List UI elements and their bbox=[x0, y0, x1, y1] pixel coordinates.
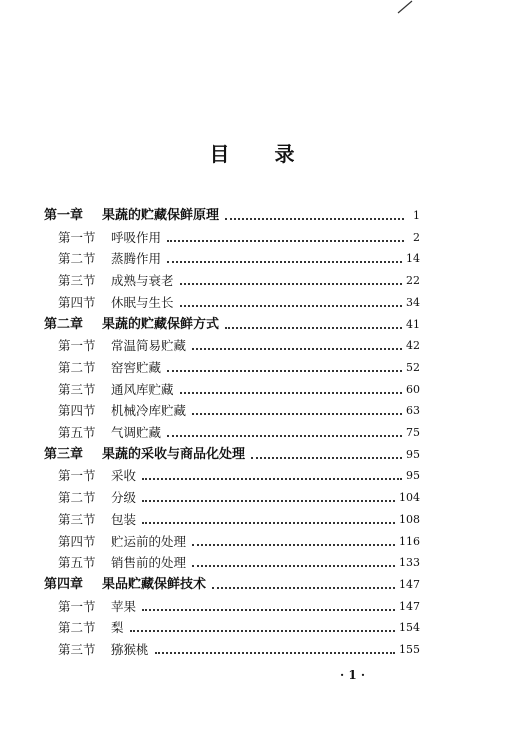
chapter-title: 果品贮藏保鲜技术 bbox=[102, 576, 207, 592]
section-title: 成熟与衰老 bbox=[111, 273, 174, 289]
toc-page-number: 22 bbox=[406, 274, 420, 288]
dot-leader bbox=[251, 457, 402, 459]
toc-page-number: 133 bbox=[399, 556, 420, 570]
chapter-title: 果蔬的贮藏保鲜方式 bbox=[102, 316, 220, 332]
section-title: 常温简易贮藏 bbox=[111, 338, 187, 354]
toc-page-number: 63 bbox=[406, 404, 420, 418]
toc-page-number: 75 bbox=[406, 426, 420, 439]
section-number: 第三节 bbox=[58, 511, 96, 527]
toc-page-number: 95 bbox=[406, 447, 420, 461]
toc-entry-label bbox=[58, 468, 136, 484]
dot-leader bbox=[142, 500, 395, 502]
toc-section-entry[interactable] bbox=[58, 462, 420, 484]
toc-section-entry[interactable] bbox=[58, 506, 420, 528]
section-title: 休眠与生长 bbox=[111, 294, 174, 310]
page-number-footer: · 1 · bbox=[340, 668, 366, 682]
toc-entry-label bbox=[58, 555, 186, 571]
section-title: 窑窖贮藏 bbox=[111, 359, 162, 375]
toc-entry-label bbox=[44, 577, 206, 593]
section-title: 通风库贮藏 bbox=[111, 381, 174, 397]
toc-entry-label bbox=[44, 317, 219, 333]
toc-section-entry[interactable] bbox=[58, 332, 420, 354]
toc-entry-label bbox=[58, 230, 161, 246]
section-title: 呼吸作用 bbox=[111, 229, 162, 245]
toc-page-number: 108 bbox=[399, 512, 420, 526]
dot-leader bbox=[192, 348, 402, 350]
toc-page-number: 95 bbox=[406, 469, 420, 483]
dot-leader bbox=[142, 609, 395, 611]
toc-section-entry[interactable] bbox=[58, 376, 420, 398]
toc-entry-label bbox=[58, 273, 174, 289]
section-title: 气调贮藏 bbox=[111, 425, 162, 440]
dot-leader bbox=[180, 283, 402, 285]
toc-page-number: 147 bbox=[399, 599, 420, 613]
toc-page-number: 60 bbox=[406, 382, 420, 396]
section-number: 第一节 bbox=[58, 468, 96, 484]
section-number: 第一节 bbox=[58, 598, 96, 614]
toc-section-entry[interactable] bbox=[58, 419, 420, 441]
dot-leader bbox=[192, 544, 395, 546]
toc-page-number: 14 bbox=[406, 252, 420, 266]
section-number: 第三节 bbox=[58, 381, 96, 397]
dot-leader bbox=[155, 652, 395, 654]
dot-leader bbox=[192, 565, 395, 567]
section-title: 分级 bbox=[111, 490, 137, 506]
toc-entry-label bbox=[58, 338, 186, 354]
section-number: 第一节 bbox=[58, 229, 96, 245]
dot-leader bbox=[167, 261, 402, 263]
toc-entry-label bbox=[58, 251, 161, 267]
toc-page-number: 52 bbox=[406, 360, 420, 374]
toc-entry-label bbox=[44, 208, 219, 224]
section-title: 苹果 bbox=[111, 598, 137, 614]
toc-page-number: 41 bbox=[406, 317, 420, 331]
dot-leader bbox=[130, 630, 395, 632]
dot-leader bbox=[142, 478, 402, 480]
toc-chapter-entry[interactable] bbox=[44, 571, 420, 593]
page-title bbox=[0, 138, 505, 167]
dot-leader bbox=[167, 370, 402, 372]
toc-section-entry[interactable] bbox=[58, 614, 420, 636]
toc-section-entry[interactable] bbox=[58, 289, 420, 311]
section-number: 第二节 bbox=[58, 251, 96, 267]
section-title: 梨 bbox=[111, 620, 124, 636]
toc-page-number: 34 bbox=[406, 295, 420, 309]
toc-page-number: 2 bbox=[413, 230, 420, 244]
toc-entry-label bbox=[58, 360, 161, 376]
toc-section-entry[interactable] bbox=[58, 245, 420, 267]
toc-chapter-entry[interactable] bbox=[44, 311, 420, 333]
section-number: 第四节 bbox=[58, 533, 96, 549]
dot-leader bbox=[225, 218, 404, 220]
toc-chapter-entry[interactable] bbox=[44, 202, 420, 224]
dot-leader bbox=[180, 305, 402, 307]
dot-leader bbox=[142, 522, 395, 524]
section-title: 贮运前的处理 bbox=[111, 533, 187, 549]
section-number: 第二节 bbox=[58, 490, 96, 506]
chapter-number: 第四章 bbox=[44, 576, 84, 592]
toc-page-number: 104 bbox=[399, 491, 420, 505]
toc-page-number: 42 bbox=[406, 339, 420, 353]
section-number: 第四节 bbox=[58, 294, 96, 310]
chapter-title: 果蔬的采收与商品化处理 bbox=[102, 446, 246, 462]
section-number: 第三节 bbox=[58, 273, 96, 289]
section-title: 猕猴桃 bbox=[111, 642, 149, 657]
page-title-right: 录 bbox=[274, 142, 296, 166]
toc-entry-label bbox=[58, 599, 136, 615]
section-title: 机械冷库贮藏 bbox=[111, 403, 187, 419]
chapter-title: 果蔬的贮藏保鲜原理 bbox=[102, 208, 220, 223]
toc-section-entry[interactable] bbox=[58, 354, 420, 376]
section-number: 第四节 bbox=[58, 403, 96, 419]
section-title: 销售前的处理 bbox=[111, 555, 187, 571]
toc-entry-label bbox=[58, 403, 186, 419]
toc-section-entry[interactable] bbox=[58, 224, 420, 246]
toc-page-number: 154 bbox=[399, 621, 420, 635]
toc-entry-label bbox=[44, 447, 245, 463]
toc-page-number: 155 bbox=[399, 643, 420, 656]
section-number: 第二节 bbox=[58, 620, 96, 636]
dot-leader bbox=[167, 240, 404, 242]
section-number: 第二节 bbox=[58, 359, 96, 375]
toc-entry-label bbox=[58, 512, 136, 528]
toc-section-entry[interactable] bbox=[58, 484, 420, 506]
section-title: 包装 bbox=[111, 511, 137, 527]
toc-page-number: 147 bbox=[399, 577, 420, 591]
page-title-left: 目 bbox=[209, 142, 231, 166]
section-number: 第一节 bbox=[58, 338, 96, 354]
section-number: 第三节 bbox=[58, 642, 96, 657]
toc-page-number: 116 bbox=[399, 534, 420, 548]
toc-section-entry[interactable] bbox=[58, 267, 420, 289]
dot-leader bbox=[180, 392, 402, 394]
toc-section-entry[interactable] bbox=[58, 549, 420, 571]
chapter-number: 第一章 bbox=[44, 208, 84, 223]
toc-entry-label bbox=[58, 425, 161, 441]
toc-entry-label bbox=[58, 295, 174, 311]
toc-entry-label bbox=[58, 534, 186, 550]
toc-entry-label bbox=[58, 382, 174, 398]
toc-entry-label bbox=[58, 490, 136, 506]
dot-leader bbox=[167, 435, 402, 437]
toc-section-entry[interactable] bbox=[58, 593, 420, 615]
toc-entry-label bbox=[58, 642, 149, 658]
section-number: 第五节 bbox=[58, 425, 96, 440]
toc-entry-label bbox=[58, 620, 124, 636]
chapter-number: 第二章 bbox=[44, 316, 84, 332]
dot-leader bbox=[212, 587, 395, 589]
scan-mark bbox=[396, 0, 414, 14]
chapter-number: 第三章 bbox=[44, 446, 84, 462]
dot-leader bbox=[225, 327, 402, 329]
toc-section-entry[interactable] bbox=[58, 528, 420, 550]
dot-leader bbox=[192, 413, 402, 415]
toc-section-entry[interactable] bbox=[58, 636, 420, 658]
toc-page-number: 1 bbox=[413, 209, 420, 222]
toc-chapter-entry[interactable] bbox=[44, 441, 420, 463]
toc-section-entry[interactable] bbox=[58, 397, 420, 419]
section-title: 蒸腾作用 bbox=[111, 251, 162, 267]
section-title: 采收 bbox=[111, 468, 137, 484]
section-number: 第五节 bbox=[58, 555, 96, 571]
